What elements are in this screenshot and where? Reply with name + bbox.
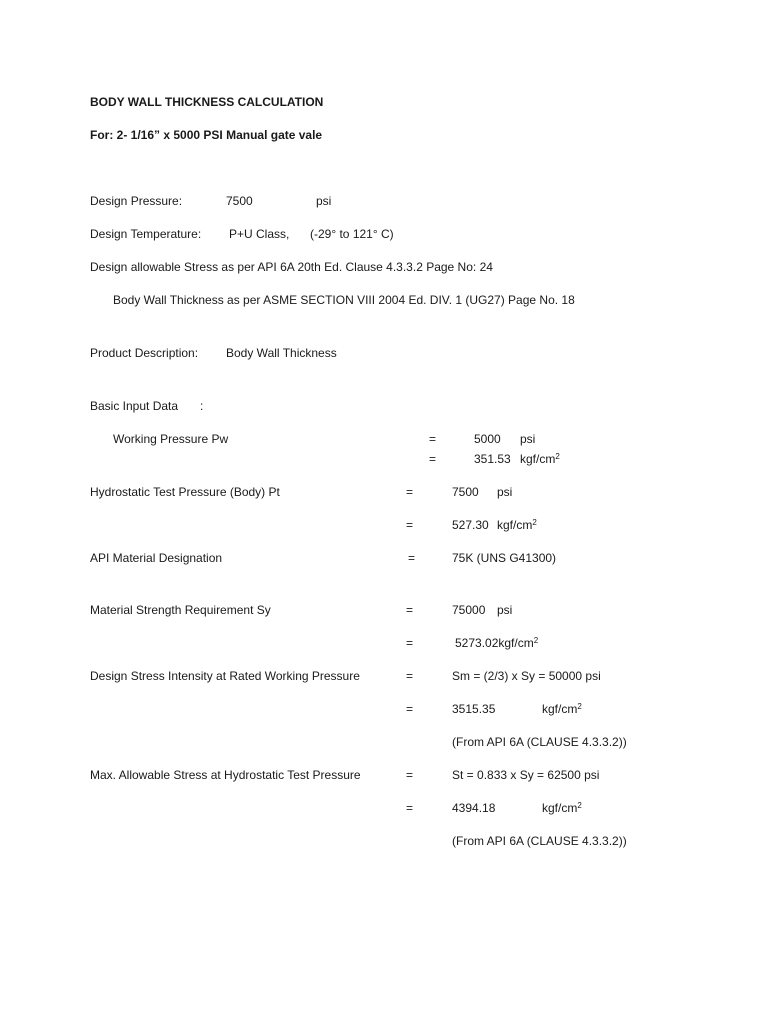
document-title: BODY WALL THICKNESS CALCULATION [90, 95, 324, 109]
working-pressure-kgf-value: 351.53 [474, 452, 511, 466]
design-pressure-value: 7500 [226, 194, 253, 208]
working-pressure-psi-value: 5000 [474, 432, 501, 446]
product-description-value: Body Wall Thickness [226, 346, 337, 360]
design-stress-label: Design Stress Intensity at Rated Working Pressure [90, 669, 360, 683]
wall-thickness-reference: Body Wall Thickness as per ASME SECTION VIII 2004 Ed. DIV. 1 (UG27) Page No. 18 [113, 293, 575, 307]
basic-input-label: Basic Input Data [90, 399, 179, 413]
max-allowable-stress-formula: St = 0.833 x Sy = 62500 psi [452, 768, 600, 782]
design-stress-kgf-value: 3515.35 [452, 702, 496, 716]
max-allowable-stress-kgf-unit: kgf/$cm^2$ [542, 801, 582, 815]
design-temperature-range: (-29° to 121° C) [310, 227, 394, 241]
hydrostatic-test-kgf-unit: kgf/$cm^2$ [497, 518, 537, 532]
design-temperature-label: Design Temperature: [90, 227, 202, 241]
material-strength-equals-2: = [406, 636, 414, 650]
hydrostatic-test-equals-2: = [406, 518, 414, 532]
design-pressure-label: Design Pressure: [90, 194, 183, 208]
material-designation-value: 75K (UNS G41300) [452, 551, 557, 565]
max-allowable-stress-label: Max. Allowable Stress at Hydrostatic Test Pressure [90, 768, 361, 782]
product-description-label: Product Description: [90, 346, 199, 360]
working-pressure-kgf-unit: kgf/$cm^2$ [520, 452, 560, 466]
material-strength-kgf-value: $5273.02kgf/cm^2$ [455, 636, 539, 650]
hydrostatic-test-label: Hydrostatic Test Pressure (Body) Pt [90, 485, 280, 499]
design-stress-equals-2: = [406, 702, 414, 716]
design-pressure-unit: psi [316, 194, 332, 208]
working-pressure-equals: = [429, 432, 437, 446]
hydrostatic-test-kgf-value: 527.30 [452, 518, 489, 532]
material-designation-label: API Material Designation [90, 551, 223, 565]
working-pressure-label: Working Pressure Pw [113, 432, 229, 446]
design-temperature-class: P+U Class, [229, 227, 290, 241]
basic-input-colon: : [200, 399, 204, 413]
allowable-stress-reference: Design allowable Stress as per API 6A 20th Ed. Clause 4.3.3.2 Page No: 24 [90, 260, 493, 274]
max-allowable-stress-equals: = [406, 768, 414, 782]
working-pressure-equals-2: = [429, 452, 437, 466]
design-stress-kgf-unit: kgf/$cm^2$ [542, 702, 582, 716]
hydrostatic-test-psi-value: 7500 [452, 485, 479, 499]
max-allowable-stress-equals-2: = [406, 801, 414, 815]
material-strength-equals: = [406, 603, 414, 617]
max-allowable-stress-reference: (From API 6A (CLAUSE 4.3.3.2)) [452, 834, 627, 848]
design-stress-equals: = [406, 669, 414, 683]
document-subtitle: For: 2- 1/16” x 5000 PSI Manual gate vale [90, 128, 323, 142]
hydrostatic-test-psi-unit: psi [497, 485, 513, 499]
material-strength-psi-unit: psi [497, 603, 513, 617]
material-strength-label: Material Strength Requirement Sy [90, 603, 271, 617]
design-stress-reference: (From API 6A (CLAUSE 4.3.3.2)) [452, 735, 627, 749]
material-strength-psi-value: 75000 [452, 603, 486, 617]
working-pressure-psi-unit: psi [520, 432, 536, 446]
design-stress-formula: Sm = (2/3) x Sy = 50000 psi [452, 669, 601, 683]
max-allowable-stress-kgf-value: 4394.18 [452, 801, 496, 815]
material-designation-equals: = [408, 551, 416, 565]
hydrostatic-test-equals: = [406, 485, 414, 499]
